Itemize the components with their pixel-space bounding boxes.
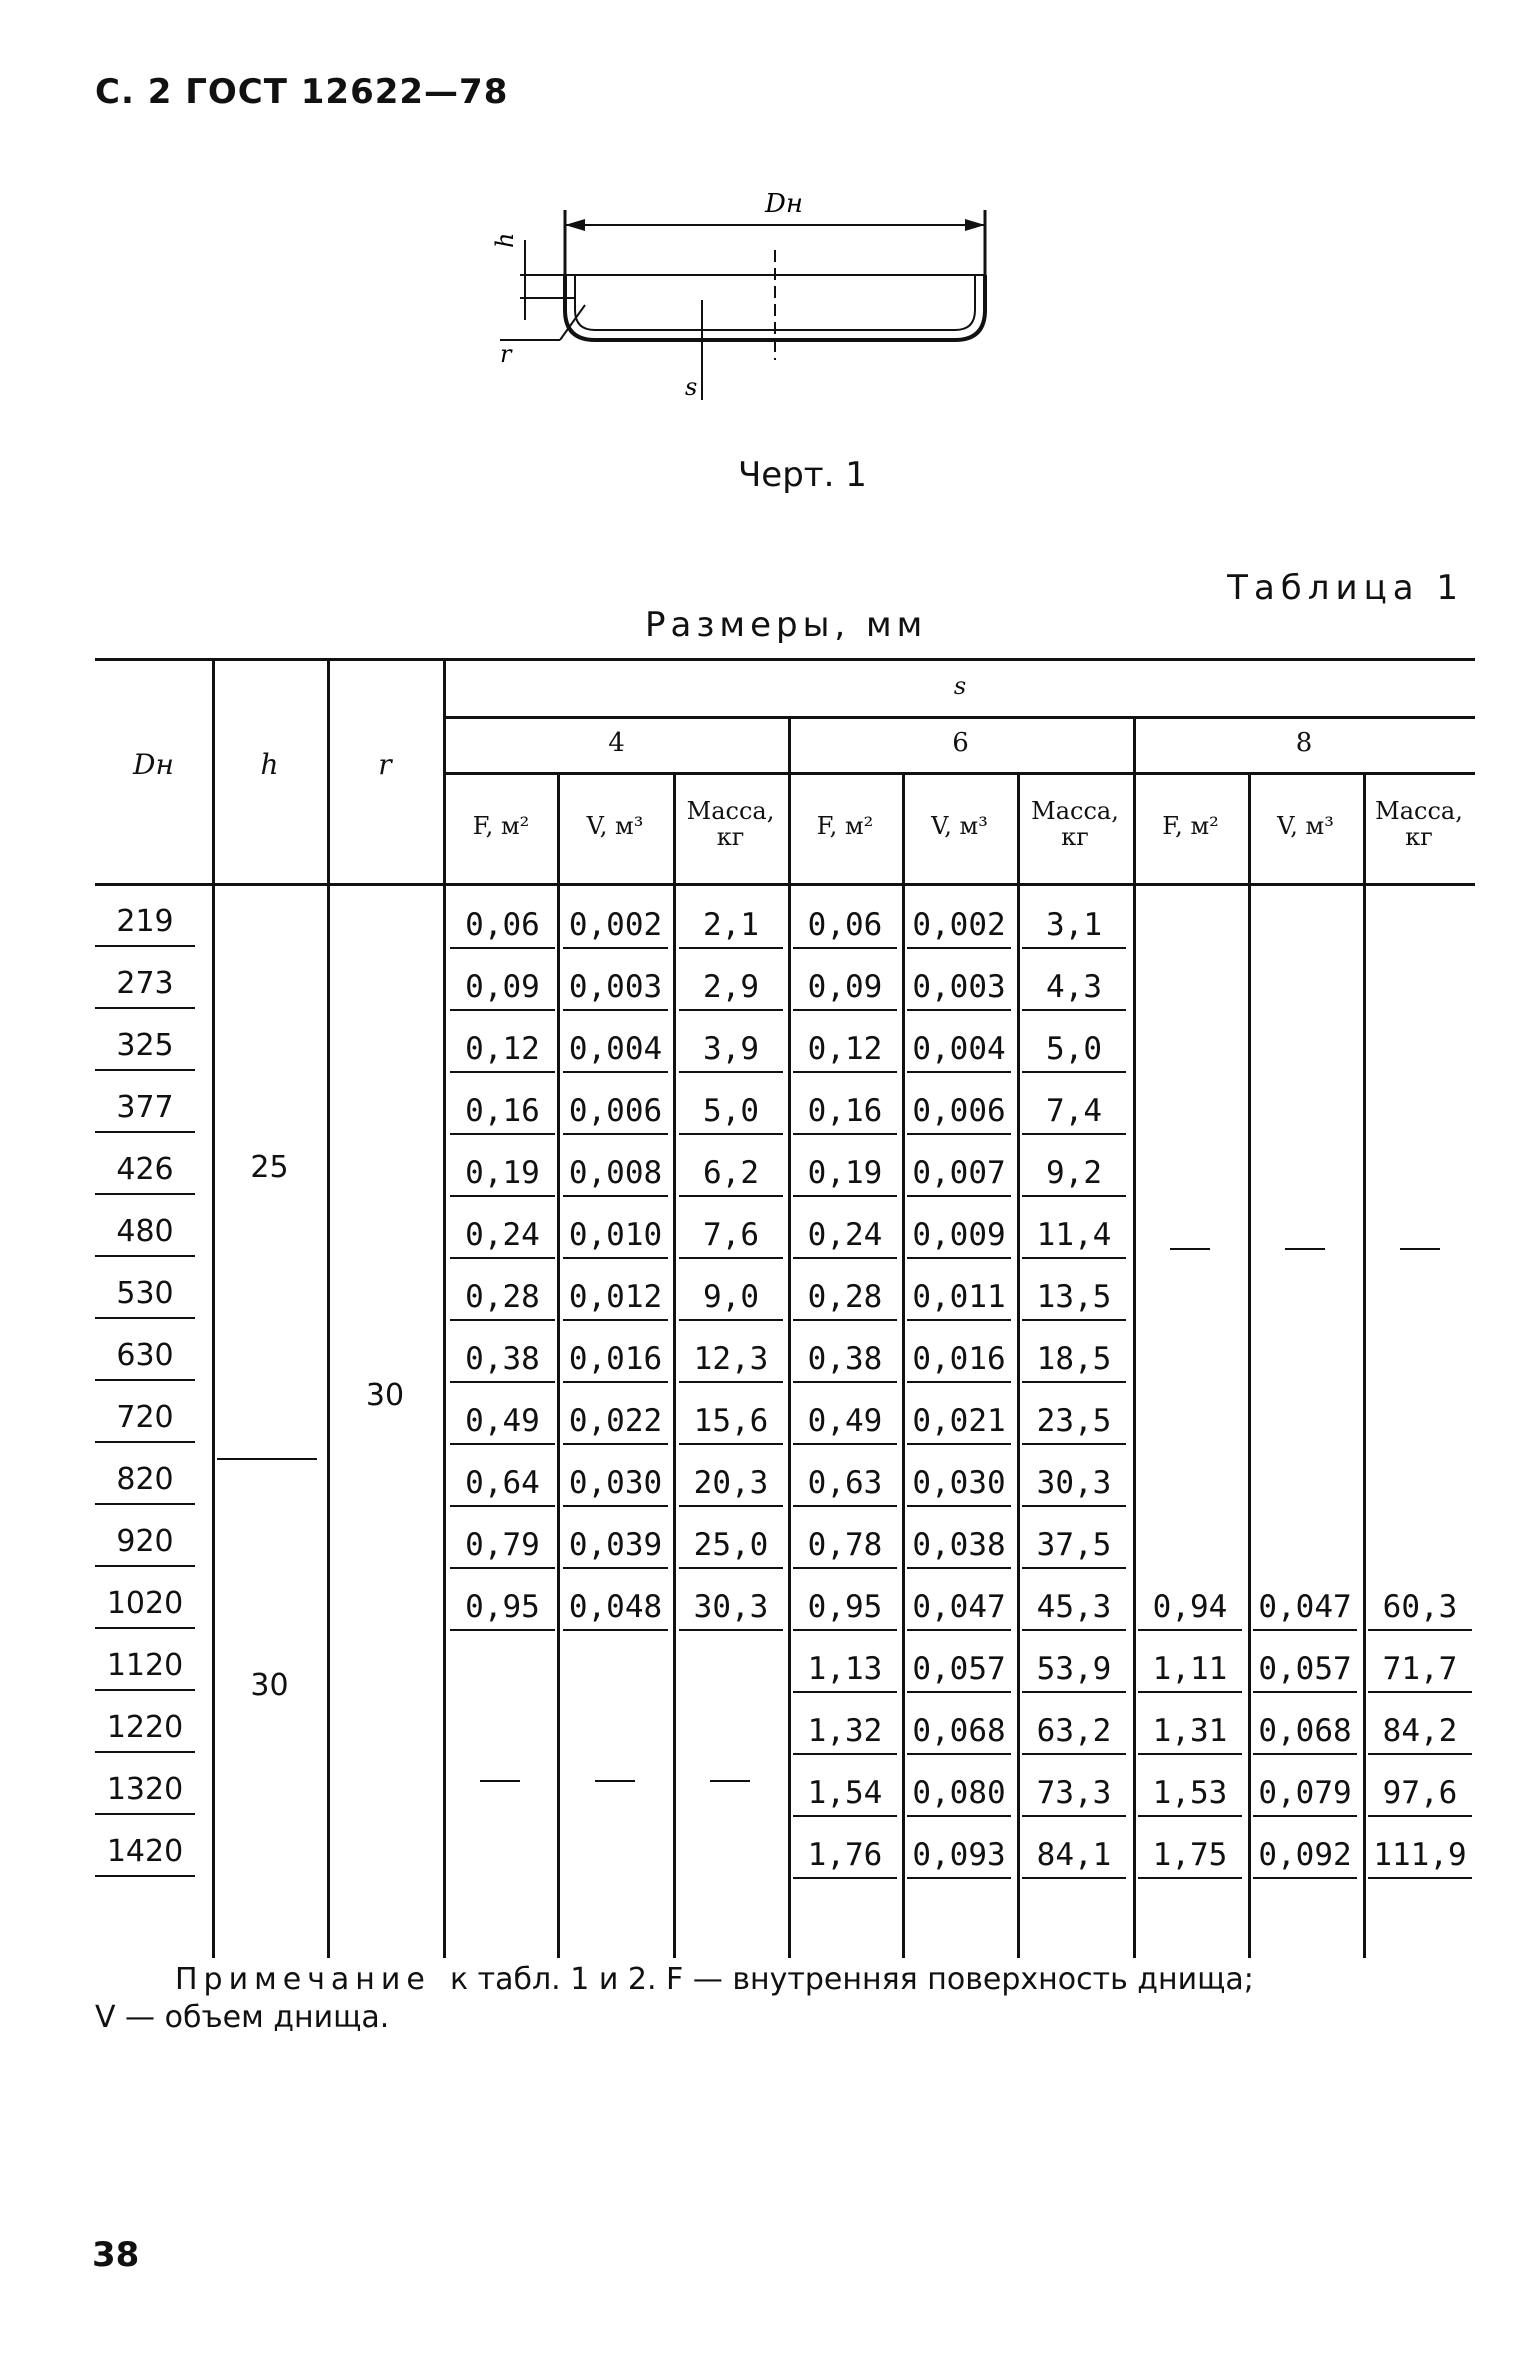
dash-8-f — [1170, 1248, 1210, 1250]
cell-v6-mass: 3,1 — [1022, 903, 1126, 949]
cell-v4-f: 0,06 — [450, 903, 555, 949]
cell-v6-mass: 11,4 — [1022, 1213, 1126, 1259]
cell-v4-v: 0,006 — [563, 1089, 668, 1135]
header-s: s — [953, 672, 967, 700]
cell-v6-v: 0,003 — [907, 965, 1011, 1011]
header-dn: Dн — [133, 748, 174, 781]
cell-v6-f: 1,13 — [793, 1647, 897, 1693]
cell-v6-v: 0,038 — [907, 1523, 1011, 1569]
cell-v8-v: 0,057 — [1253, 1647, 1357, 1693]
sub-v-4: V, м³ — [586, 812, 644, 840]
cell-v6-f: 0,09 — [793, 965, 897, 1011]
cell-v8-f: 0,94 — [1138, 1585, 1242, 1631]
cell-v6-v: 0,080 — [907, 1771, 1011, 1817]
svg-text:s: s — [685, 373, 698, 401]
cell-v6-mass: 9,2 — [1022, 1151, 1126, 1197]
cell-v4-f: 0,79 — [450, 1523, 555, 1569]
cell-v4-f: 0,16 — [450, 1089, 555, 1135]
sub-v-6: V, м³ — [931, 812, 988, 840]
cell-v6-v: 0,047 — [907, 1585, 1011, 1631]
cell-v6-f: 1,54 — [793, 1771, 897, 1817]
cell-v4-v: 0,048 — [563, 1585, 668, 1631]
cell-v8-v: 0,068 — [1253, 1709, 1357, 1755]
cell-v6-mass: 18,5 — [1022, 1337, 1126, 1383]
dn-cell: 630 — [95, 1333, 195, 1381]
cell-v6-f: 0,49 — [793, 1399, 897, 1445]
sub-f-4: F, м² — [472, 812, 530, 840]
cell-v6-v: 0,002 — [907, 903, 1011, 949]
sub-f-6: F, м² — [816, 812, 874, 840]
dn-cell: 920 — [95, 1519, 195, 1567]
h-divider — [217, 1458, 317, 1460]
cell-v4-v: 0,012 — [563, 1275, 668, 1321]
note-label: Примечание — [175, 1962, 431, 1997]
cell-v4-mass: 9,0 — [679, 1275, 783, 1321]
dn-cell: 1020 — [95, 1581, 195, 1629]
cell-v4-v: 0,016 — [563, 1337, 668, 1383]
group-4: 4 — [608, 728, 625, 758]
cell-v4-mass: 7,6 — [679, 1213, 783, 1259]
cell-v6-mass: 73,3 — [1022, 1771, 1126, 1817]
group-8: 8 — [1295, 728, 1313, 758]
cell-v4-f: 0,19 — [450, 1151, 555, 1197]
cell-v4-mass: 5,0 — [679, 1089, 783, 1135]
dn-cell: 1320 — [95, 1767, 195, 1815]
cell-v8-mass: 97,6 — [1368, 1771, 1472, 1817]
cell-v6-mass: 13,5 — [1022, 1275, 1126, 1321]
dn-cell: 1120 — [95, 1643, 195, 1691]
sub-mass-unit-6: кг — [1061, 823, 1089, 851]
dash-4-v — [595, 1780, 635, 1782]
cell-v6-f: 0,28 — [793, 1275, 897, 1321]
cell-v8-mass: 84,2 — [1368, 1709, 1472, 1755]
cell-v8-mass: 111,9 — [1368, 1833, 1472, 1879]
h-value-25: 25 — [250, 1150, 289, 1185]
cell-v6-mass: 30,3 — [1022, 1461, 1126, 1507]
cell-v6-mass: 84,1 — [1022, 1833, 1126, 1879]
dn-cell: 530 — [95, 1271, 195, 1319]
cell-v6-mass: 5,0 — [1022, 1027, 1126, 1073]
cell-v4-v: 0,008 — [563, 1151, 668, 1197]
table-number: Таблица 1 — [1227, 568, 1464, 608]
cell-v4-v: 0,039 — [563, 1523, 668, 1569]
cell-v6-v: 0,007 — [907, 1151, 1011, 1197]
cell-v4-mass: 2,1 — [679, 903, 783, 949]
cell-v8-f: 1,31 — [1138, 1709, 1242, 1755]
dash-8-mass — [1400, 1248, 1440, 1250]
cell-v4-v: 0,010 — [563, 1213, 668, 1259]
svg-text:Dн: Dн — [765, 190, 803, 219]
header-h: h — [260, 748, 279, 781]
cell-v6-f: 0,16 — [793, 1089, 897, 1135]
cell-v6-f: 0,24 — [793, 1213, 897, 1259]
cell-v6-f: 0,95 — [793, 1585, 897, 1631]
dn-cell: 720 — [95, 1395, 195, 1443]
cell-v6-f: 0,38 — [793, 1337, 897, 1383]
cell-v6-v: 0,057 — [907, 1647, 1011, 1693]
note-text: к табл. 1 и 2. F — внутренняя поверхность днища; — [449, 1962, 1254, 1997]
dn-cell: 480 — [95, 1209, 195, 1257]
cell-v4-v: 0,004 — [563, 1027, 668, 1073]
cell-v4-f: 0,38 — [450, 1337, 555, 1383]
cell-v6-mass: 7,4 — [1022, 1089, 1126, 1135]
cell-v8-mass: 71,7 — [1368, 1647, 1472, 1693]
dimensions-table — [95, 658, 1475, 1958]
cell-v6-mass: 63,2 — [1022, 1709, 1126, 1755]
cell-v4-f: 0,09 — [450, 965, 555, 1011]
cell-v6-v: 0,011 — [907, 1275, 1011, 1321]
table-units: Размеры, мм — [645, 605, 928, 645]
cell-v6-mass: 53,9 — [1022, 1647, 1126, 1693]
page-number: 38 — [92, 2235, 140, 2275]
dn-cell: 377 — [95, 1085, 195, 1133]
cell-v4-f: 0,12 — [450, 1027, 555, 1073]
h-value-30: 30 — [250, 1668, 289, 1703]
cell-v4-mass: 12,3 — [679, 1337, 783, 1383]
dn-cell: 820 — [95, 1457, 195, 1505]
cell-v4-mass: 2,9 — [679, 965, 783, 1011]
bottom-drawing — [480, 190, 1000, 420]
sub-mass-unit-8: кг — [1405, 823, 1433, 851]
cell-v6-v: 0,021 — [907, 1399, 1011, 1445]
cell-v4-v: 0,002 — [563, 903, 668, 949]
header-r: r — [378, 748, 392, 781]
dn-cell: 426 — [95, 1147, 195, 1195]
cell-v4-f: 0,64 — [450, 1461, 555, 1507]
cell-v8-f: 1,53 — [1138, 1771, 1242, 1817]
drawing-caption: Черт. 1 — [738, 455, 867, 495]
sub-mass-unit-4: кг — [716, 823, 745, 851]
cell-v6-v: 0,006 — [907, 1089, 1011, 1135]
dash-8-v — [1285, 1248, 1325, 1250]
dn-cell: 273 — [95, 961, 195, 1009]
cell-v6-f: 0,63 — [793, 1461, 897, 1507]
cell-v6-v: 0,016 — [907, 1337, 1011, 1383]
cell-v8-f: 1,11 — [1138, 1647, 1242, 1693]
dn-cell: 1220 — [95, 1705, 195, 1753]
cell-v4-f: 0,24 — [450, 1213, 555, 1259]
svg-text:r: r — [500, 340, 512, 368]
cell-v4-mass: 20,3 — [679, 1461, 783, 1507]
cell-v4-mass: 6,2 — [679, 1151, 783, 1197]
cell-v4-mass: 25,0 — [679, 1523, 783, 1569]
cell-v8-v: 0,047 — [1253, 1585, 1357, 1631]
cell-v4-v: 0,022 — [563, 1399, 668, 1445]
table-note — [175, 1960, 1475, 2000]
table-note-continued: V — объем днища. — [95, 2000, 390, 2035]
sub-f-8: F, м² — [1162, 812, 1219, 840]
cell-v6-f: 0,06 — [793, 903, 897, 949]
cell-v4-f: 0,49 — [450, 1399, 555, 1445]
sub-mass-6: Масса, — [1031, 797, 1119, 825]
cell-v6-v: 0,030 — [907, 1461, 1011, 1507]
sub-mass-8: Масса, — [1375, 797, 1463, 825]
dn-cell: 1420 — [95, 1829, 195, 1877]
dash-4-mass — [710, 1780, 750, 1782]
sub-v-8: V, м³ — [1277, 812, 1334, 840]
cell-v6-v: 0,009 — [907, 1213, 1011, 1259]
cell-v6-f: 1,76 — [793, 1833, 897, 1879]
dn-cell: 219 — [95, 899, 195, 947]
dash-4-f — [480, 1780, 520, 1782]
cell-v8-v: 0,079 — [1253, 1771, 1357, 1817]
page-header: С. 2 ГОСТ 12622—78 — [95, 72, 509, 112]
cell-v4-f: 0,95 — [450, 1585, 555, 1631]
cell-v6-f: 0,19 — [793, 1151, 897, 1197]
cell-v4-f: 0,28 — [450, 1275, 555, 1321]
cell-v8-v: 0,092 — [1253, 1833, 1357, 1879]
cell-v6-f: 1,32 — [793, 1709, 897, 1755]
sub-mass-4: Масса, — [686, 797, 775, 825]
cell-v4-v: 0,030 — [563, 1461, 668, 1507]
cell-v6-v: 0,004 — [907, 1027, 1011, 1073]
cell-v6-mass: 4,3 — [1022, 965, 1126, 1011]
cell-v4-mass: 15,6 — [679, 1399, 783, 1445]
cell-v8-mass: 60,3 — [1368, 1585, 1472, 1631]
cell-v4-mass: 30,3 — [679, 1585, 783, 1631]
cell-v4-v: 0,003 — [563, 965, 668, 1011]
cell-v6-v: 0,068 — [907, 1709, 1011, 1755]
svg-text:h: h — [491, 232, 519, 248]
cell-v4-mass: 3,9 — [679, 1027, 783, 1073]
cell-v6-mass: 45,3 — [1022, 1585, 1126, 1631]
cell-v6-mass: 23,5 — [1022, 1399, 1126, 1445]
group-6: 6 — [952, 728, 969, 758]
cell-v6-v: 0,093 — [907, 1833, 1011, 1879]
cell-v6-mass: 37,5 — [1022, 1523, 1126, 1569]
cell-v6-f: 0,12 — [793, 1027, 897, 1073]
r-value-30: 30 — [365, 1378, 405, 1413]
cell-v6-f: 0,78 — [793, 1523, 897, 1569]
dn-cell: 325 — [95, 1023, 195, 1071]
cell-v8-f: 1,75 — [1138, 1833, 1242, 1879]
